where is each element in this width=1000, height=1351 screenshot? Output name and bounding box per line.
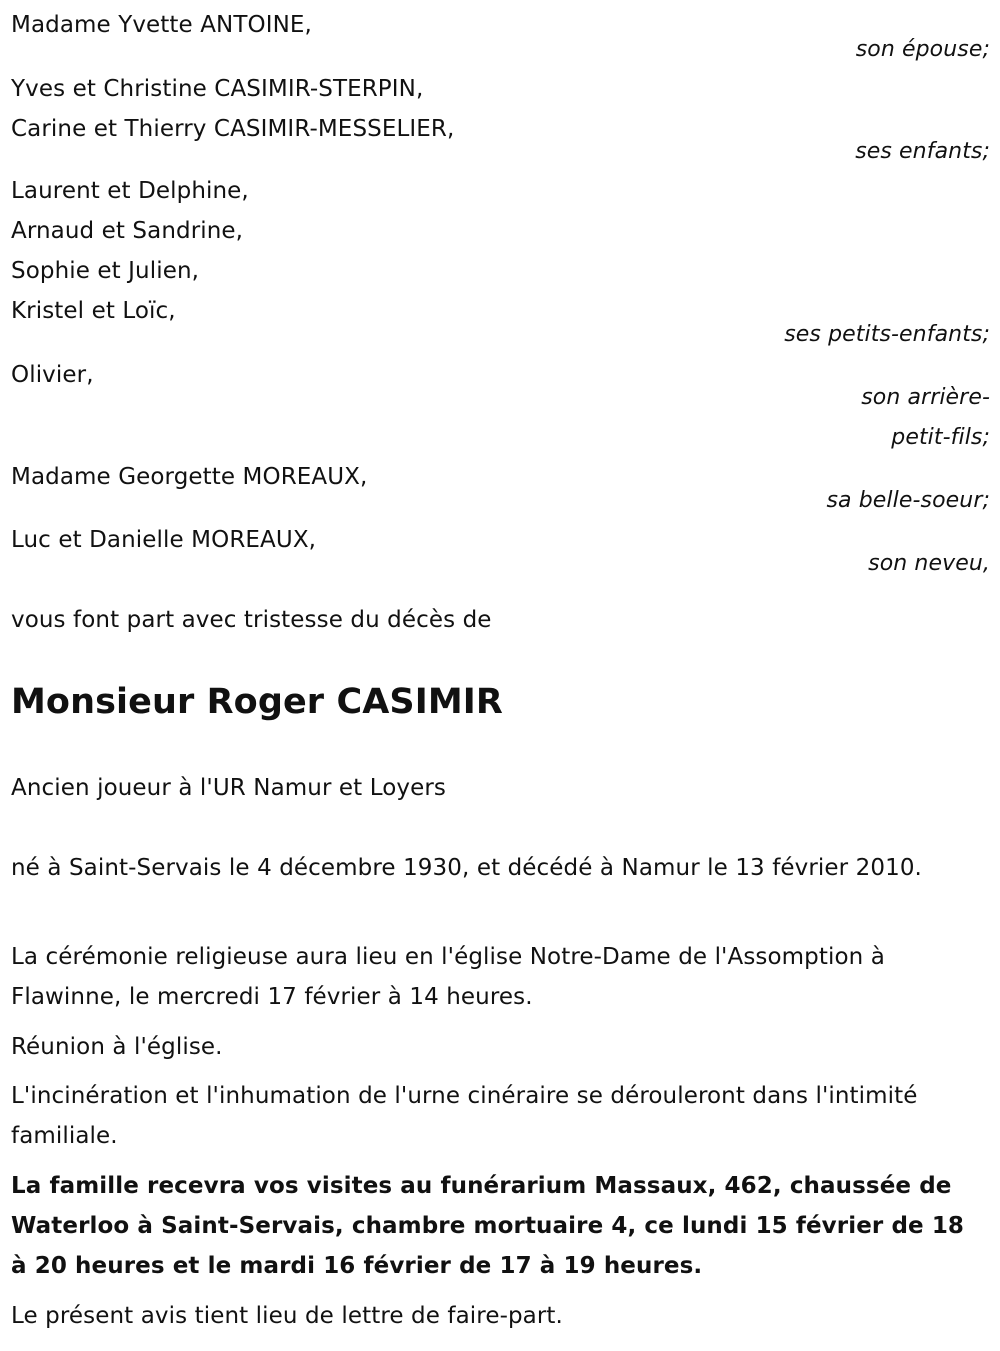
great-grandchild-relation: son arrière- bbox=[861, 385, 990, 410]
nephew-name: Luc et Danielle MOREAUX, bbox=[11, 527, 317, 553]
cremation-text: L'incinération et l'inhumation de l'urne cinéraire se dérouleront dans l'intimité familiale. bbox=[11, 1083, 918, 1149]
spouse-name: Madame Yvette ANTOINE, bbox=[11, 12, 312, 38]
ceremony-text: La cérémonie religieuse aura lieu en l'église Notre-Dame de l'Assomption à Flawinne, le mercredi 17 février à 14 heures. bbox=[11, 944, 885, 1010]
child-name: Yves et Christine CASIMIR-STERPIN, bbox=[11, 76, 424, 102]
sister-in-law-name: Madame Georgette MOREAUX, bbox=[11, 464, 368, 490]
child-name: Carine et Thierry CASIMIR-MESSELIER, bbox=[11, 116, 455, 142]
deceased-name: Monsieur Roger CASIMIR bbox=[11, 682, 503, 722]
meeting-text: Réunion à l'église. bbox=[11, 1034, 223, 1060]
children-relation: ses enfants; bbox=[855, 139, 990, 164]
deceased-subtitle: Ancien joueur à l'UR Namur et Loyers bbox=[11, 775, 446, 801]
grandchild-name: Sophie et Julien, bbox=[11, 258, 200, 284]
grandchild-name: Laurent et Delphine, bbox=[11, 178, 249, 204]
great-grandchild-name: Olivier, bbox=[11, 362, 94, 388]
great-grandchild-relation: petit-fils; bbox=[891, 425, 990, 450]
grandchild-name: Kristel et Loïc, bbox=[11, 298, 176, 324]
announcement-text: vous font part avec tristesse du décès de bbox=[11, 607, 492, 633]
sister-in-law-relation: sa belle-soeur; bbox=[826, 488, 990, 513]
closing-text: Le présent avis tient lieu de lettre de faire-part. bbox=[11, 1303, 563, 1329]
grandchildren-relation: ses petits-enfants; bbox=[784, 322, 990, 347]
visits-text: La famille recevra vos visites au funérarium Massaux, 462, chaussée de Waterloo à Saint-Servais, chambre mortuaire 4, ce lundi 15 février de 18 à 20 heures et le mardi 16 février de 17 à 19 heures. bbox=[11, 1173, 965, 1279]
birth-death-text: né à Saint-Servais le 4 décembre 1930, et décédé à Namur le 13 février 2010. bbox=[11, 855, 922, 881]
grandchild-name: Arnaud et Sandrine, bbox=[11, 218, 244, 244]
spouse-relation: son épouse; bbox=[855, 37, 990, 62]
nephew-relation: son neveu, bbox=[868, 551, 990, 576]
